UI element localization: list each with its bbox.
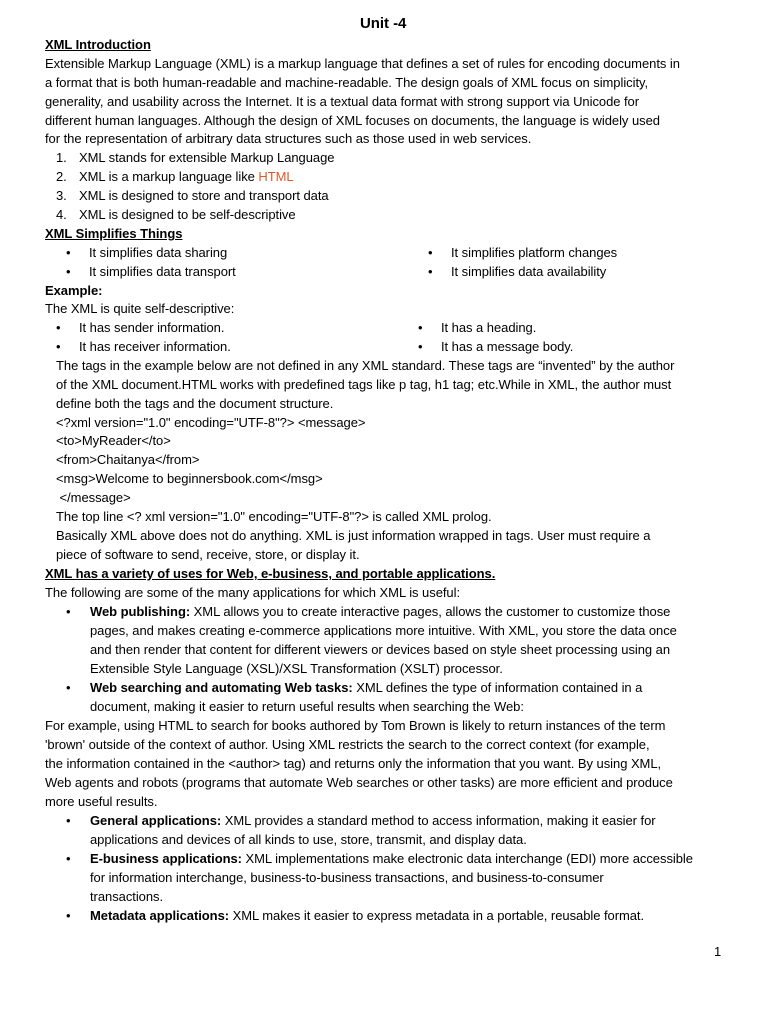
uses-intro: The following are some of the many applications for which XML is useful: bbox=[45, 585, 461, 600]
example-line: The tags in the example below are not defined in any XML standard. These tags are “invented” by the author bbox=[56, 358, 675, 373]
use-item-text: XML allows you to create interactive pages, allows the customer to customize those bbox=[190, 604, 671, 619]
bullet-icon: • bbox=[66, 851, 71, 866]
simplifies-item: It simplifies platform changes bbox=[451, 245, 618, 260]
intro-line: a format that is both human-readable and machine-readable. The design goals of XML focus on simplicity, bbox=[45, 75, 649, 90]
numbered-item bbox=[79, 167, 294, 186]
bullet-icon: • bbox=[428, 264, 433, 279]
uses-heading: XML has a variety of uses for Web, e-business, and portable applications. bbox=[45, 566, 496, 581]
code-line: <to>MyReader</to> bbox=[56, 433, 171, 448]
uses-example-line: For example, using HTML to search for books authored by Tom Brown is likely to return instances of the term bbox=[45, 718, 666, 733]
use-item-first-line bbox=[90, 678, 642, 697]
use-item-text: XML implementations make electronic data interchange (EDI) more accessible bbox=[241, 851, 693, 866]
use-item-line: for information interchange, business-to-business transactions, and business-to-consumer bbox=[90, 870, 604, 885]
uses-example-line: more useful results. bbox=[45, 794, 158, 809]
example-line: piece of software to send, receive, store, or display it. bbox=[56, 547, 360, 562]
bullet-icon: • bbox=[66, 813, 71, 828]
code-line: </message> bbox=[56, 490, 131, 505]
use-item-first-line bbox=[90, 849, 693, 868]
simplifies-item: It simplifies data transport bbox=[89, 264, 236, 279]
bullet-icon: • bbox=[56, 320, 61, 335]
use-item-text: XML provides a standard method to access information, making it easier for bbox=[221, 813, 656, 828]
example-line: The top line <? xml version="1.0" encoding="UTF-8"?> is called XML prolog. bbox=[56, 509, 492, 524]
uses-example-line: the information contained in the <author> tag) and returns only the information that you want. By using XML, bbox=[45, 756, 662, 771]
numbered-item: XML stands for extensible Markup Language bbox=[79, 150, 335, 165]
bullet-icon: • bbox=[418, 320, 423, 335]
html-link[interactable]: HTML bbox=[258, 169, 294, 184]
use-item-label: General applications: bbox=[90, 813, 222, 828]
code-line: <from>Chaitanya</from> bbox=[56, 452, 200, 467]
use-item-first-line bbox=[90, 811, 656, 830]
numbered-item-text: XML is a markup language like bbox=[79, 169, 259, 184]
numbered-number: 2. bbox=[56, 169, 67, 184]
numbered-item: XML is designed to store and transport data bbox=[79, 188, 329, 203]
intro-line: Extensible Markup Language (XML) is a markup language that defines a set of rules for encoding documents in bbox=[45, 56, 680, 71]
page-number: 1 bbox=[714, 944, 722, 959]
code-line: <msg>Welcome to beginnersbook.com</msg> bbox=[56, 471, 323, 486]
example-line: of the XML document.HTML works with predefined tags like p tag, h1 tag; etc.While in XML, the author must bbox=[56, 377, 672, 392]
example-line: Basically XML above does not do anything. XML is just information wrapped in tags. User must require a bbox=[56, 528, 651, 543]
use-item-text: XML defines the type of information contained in a bbox=[352, 680, 643, 695]
use-item-first-line bbox=[90, 906, 644, 925]
numbered-number: 4. bbox=[56, 207, 67, 222]
uses-example-line: 'brown' outside of the context of author. Using XML restricts the search to the correct context (for example, bbox=[45, 737, 650, 752]
intro-line: for the representation of arbitrary data structures such as those used in web services. bbox=[45, 131, 532, 146]
use-item-line: and then render that content for different viewers or devices based on style sheet processing using an bbox=[90, 642, 671, 657]
use-item-line: applications and devices of all kinds to use, store, transmit, and display data. bbox=[90, 832, 527, 847]
example-item: It has a heading. bbox=[441, 320, 537, 335]
bullet-icon: • bbox=[56, 339, 61, 354]
intro-heading: XML Introduction bbox=[45, 37, 151, 52]
use-item-first-line bbox=[90, 602, 670, 621]
use-item-label: Metadata applications: bbox=[90, 908, 230, 923]
use-item-text: XML makes it easier to express metadata in a portable, reusable format. bbox=[229, 908, 645, 923]
bullet-icon: • bbox=[66, 908, 71, 923]
uses-example-line: Web agents and robots (programs that automate Web searches or other tasks) are more efficient and produce bbox=[45, 775, 673, 790]
bullet-icon: • bbox=[66, 680, 71, 695]
simplifies-item: It simplifies data availability bbox=[451, 264, 607, 279]
bullet-icon: • bbox=[418, 339, 423, 354]
numbered-item: XML is designed to be self-descriptive bbox=[79, 207, 296, 222]
page-title: Unit -4 bbox=[360, 15, 407, 32]
use-item-label: Web publishing: bbox=[90, 604, 191, 619]
code-line: <?xml version="1.0" encoding="UTF-8"?> <message> bbox=[56, 415, 366, 430]
use-item-line: transactions. bbox=[90, 889, 164, 904]
bullet-icon: • bbox=[428, 245, 433, 260]
example-item: It has a message body. bbox=[441, 339, 574, 354]
example-intro: The XML is quite self-descriptive: bbox=[45, 301, 235, 316]
numbered-number: 3. bbox=[56, 188, 67, 203]
intro-line: different human languages. Although the design of XML focuses on documents, the language is widely used bbox=[45, 113, 660, 128]
numbered-number: 1. bbox=[56, 150, 67, 165]
use-item-line: document, making it easier to return useful results when searching the Web: bbox=[90, 699, 524, 714]
simplifies-item: It simplifies data sharing bbox=[89, 245, 228, 260]
intro-line: generality, and usability across the Internet. It is a textual data format with strong support via Unicode for bbox=[45, 94, 640, 109]
example-heading: Example: bbox=[45, 283, 103, 298]
bullet-icon: • bbox=[66, 604, 71, 619]
simplifies-heading: XML Simplifies Things bbox=[45, 226, 183, 241]
use-item-label: E-business applications: bbox=[90, 851, 242, 866]
example-line: define both the tags and the document structure. bbox=[56, 396, 334, 411]
bullet-icon: • bbox=[66, 245, 71, 260]
bullet-icon: • bbox=[66, 264, 71, 279]
use-item-label: Web searching and automating Web tasks: bbox=[90, 680, 353, 695]
use-item-line: Extensible Style Language (XSL)/XSL Transformation (XSLT) processor. bbox=[90, 661, 503, 676]
example-item: It has sender information. bbox=[79, 320, 225, 335]
example-item: It has receiver information. bbox=[79, 339, 231, 354]
use-item-line: pages, and makes creating e-commerce applications more intuitive. With XML, you store the data once bbox=[90, 623, 677, 638]
